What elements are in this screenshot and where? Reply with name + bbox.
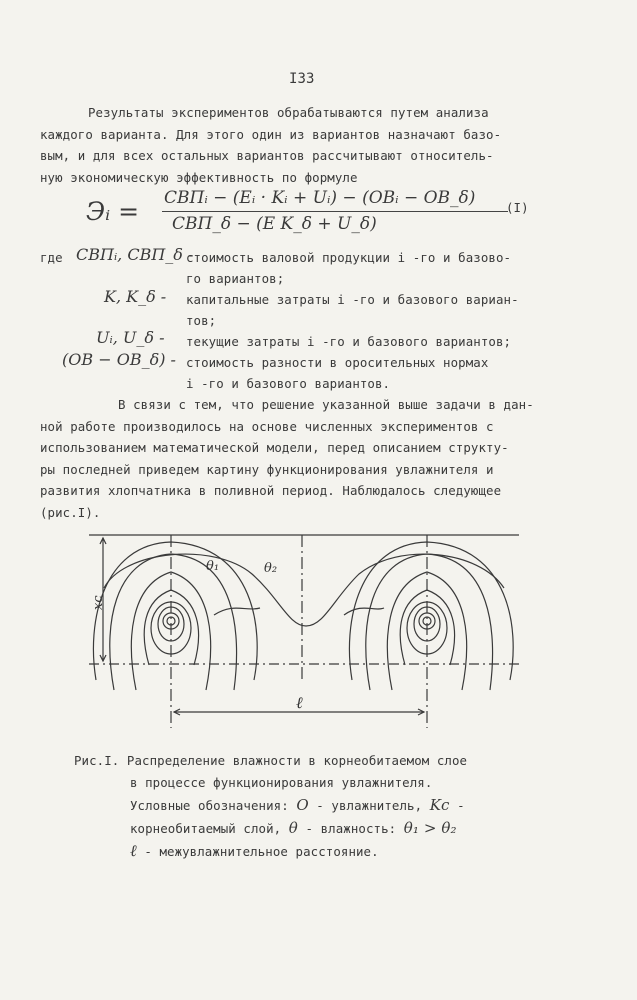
label-theta1: θ₁ — [206, 559, 220, 574]
text-line: ную экономическую эффективность по формуле — [40, 169, 358, 185]
label-spacing-l: ℓ — [296, 693, 303, 712]
caption-line: Рис.I. Распределение влажности в корнеобитаемом слое — [74, 753, 468, 768]
text-line: каждого варианта. Для этого один из вариантов назначают базо- — [40, 126, 502, 142]
paragraph-intro — [40, 102, 568, 188]
symbol-inequality: θ₁ > θ₂ — [403, 819, 457, 837]
def-text: стоимость разности в оросительных нормах — [186, 355, 489, 370]
legend-text: корнеобитаемый слой, — [130, 821, 282, 836]
text-line: ры последней приведем картину функционирования увлажнителя и — [40, 461, 494, 477]
def-text: го вариантов; — [186, 271, 285, 286]
legend-text: - — [457, 798, 465, 813]
def-text: текущие затраты i -го и базового вариантов; — [186, 334, 512, 349]
caption-line — [130, 840, 574, 863]
def-text: стоимость валовой продукции i -го и базово- — [186, 250, 512, 265]
symbol-humidifier: O — [296, 796, 309, 814]
caption-line — [130, 794, 574, 817]
legend-label: Условные обозначения: — [130, 798, 289, 813]
contours-left — [93, 542, 257, 690]
def-symbol: Uᵢ, U_δ - — [96, 328, 165, 347]
def-symbol: СВПᵢ, СВП_δ - — [76, 245, 194, 264]
text-line: использованием математической модели, перед описанием структу- — [40, 440, 509, 455]
moisture-distribution-figure — [84, 530, 524, 735]
def-symbol: K, K_δ - — [104, 287, 167, 306]
text-line: Результаты экспериментов обрабатываются путем анализа — [88, 105, 489, 120]
figure-caption — [74, 750, 574, 863]
def-symbol: (ОВ − ОВ_δ) - — [62, 350, 176, 369]
label-theta2: θ₂ — [264, 561, 278, 576]
label-depth-xc: xc — [91, 595, 106, 610]
text-line: ной работе производилось на основе численных экспериментов с — [40, 418, 494, 434]
text-line: вым, и для всех остальных вариантов рассчитывают относитель- — [40, 148, 494, 163]
def-text: i -го и базового вариантов. — [186, 376, 391, 391]
legend-text: - увлажнитель, — [316, 798, 423, 813]
def-text: капитальные затраты i -го и базового вариан- — [186, 292, 519, 307]
where-word: где — [40, 250, 63, 265]
caption-line — [130, 817, 574, 840]
text-line: (рис.I). — [40, 504, 101, 520]
formula-numerator: СВПᵢ − (Eᵢ · Kᵢ + Uᵢ) − (ОВᵢ − ОВ_δ) — [164, 188, 476, 208]
page-number: I33 — [289, 71, 315, 87]
formula-lhs: Эᵢ = — [86, 197, 140, 226]
equation-number: (I) — [506, 200, 529, 215]
fraction-bar — [162, 211, 508, 212]
paragraph-model — [40, 394, 568, 523]
def-text: тов; — [186, 313, 217, 328]
text-line: развития хлопчатника в поливной период. Наблюдалось следующее — [40, 483, 502, 498]
caption-line: в процессе функционирования увлажнителя. — [130, 775, 433, 790]
legend-text: - межувлажнительное расстояние. — [144, 844, 379, 859]
symbol-moisture: θ — [288, 819, 298, 837]
efficiency-formula — [86, 188, 566, 244]
text-line: В связи с тем, что решение указанной выше задачи в дан- — [118, 397, 534, 412]
symbol-root-layer: Kc — [429, 796, 450, 814]
mid-contour-right — [344, 608, 384, 615]
formula-denominator: СВП_δ − (E K_δ + U_δ) — [172, 214, 377, 234]
legend-text: - влажность: — [305, 821, 397, 836]
symbol-spacing: ℓ — [130, 841, 137, 860]
